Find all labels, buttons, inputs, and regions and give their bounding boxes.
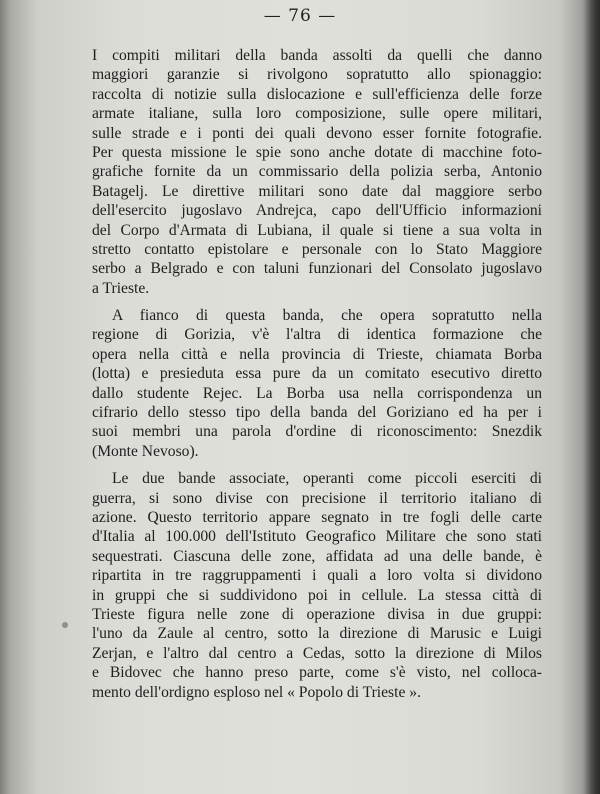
text-line: del Corpo d'Armata di Lubiana, il quale si tiene a sua volta in xyxy=(92,221,542,239)
text-line: serbo a Belgrado e con taluni funzionari del Consolato jugoslavo xyxy=(92,260,542,278)
text-line: Zerjan, e l'altro dal centro a Cedas, sotto la direzione di Milos xyxy=(92,644,542,662)
text-line: Batagelj. Le direttive militari sono date dal maggiore serbo xyxy=(92,182,542,200)
text-line: stretto contatto epistolare e personale con lo Stato Maggiore xyxy=(92,240,542,258)
text-line: sulle strade e i ponti dei quali devono esser fornite fotografie. xyxy=(92,124,542,142)
text-line: armate italiane, sulla loro composizione, sulle opere militari, xyxy=(92,105,542,123)
text-line: suoi membri una parola d'ordine di riconoscimento: Snezdik xyxy=(92,423,542,441)
text-line: guerra, si sono divise con precisione il territorio italiano di xyxy=(92,489,542,507)
text-line: cifrario dello stesso tipo della banda del Goriziano ed ha per i xyxy=(92,404,542,422)
paragraph xyxy=(92,469,542,702)
body-text xyxy=(92,46,542,710)
text-line: Le due bande associate, operanti come piccoli eserciti di xyxy=(112,470,542,488)
text-line: (lotta) e presieduta essa pure da un comitato esecutivo diretto xyxy=(92,365,542,383)
text-line: mento dell'ordigno esploso nel « Popolo di Trieste ». xyxy=(92,683,421,701)
ink-speck xyxy=(62,622,68,628)
text-line: maggiori garanzie si rivolgono sopratutto allo spionaggio: xyxy=(92,66,542,84)
text-line: sequestrati. Ciascuna delle zone, affidata ad una delle bande, è xyxy=(92,547,542,565)
text-line: Trieste figura nelle zone di operazione divisa in due gruppi: xyxy=(92,605,542,623)
page-number: — 76 — xyxy=(263,6,337,26)
text-line: e Bidovec che hanno preso parte, come s'è visto, nel colloca- xyxy=(92,664,542,682)
text-line: (Monte Nevoso). xyxy=(92,442,199,460)
text-line: ripartita in tre raggruppamenti i quali a loro volta si dividono xyxy=(92,567,542,585)
text-line: d'Italia al 100.000 dell'Istituto Geografico Militare che sono stati xyxy=(92,528,542,546)
text-line: raccolta di notizie sulla dislocazione e sull'efficienza delle forze xyxy=(92,85,542,103)
text-line: dell'esercito jugoslavo Andrejca, capo dell'Ufficio informazioni xyxy=(92,202,542,220)
text-line: dallo studente Rejec. La Borba usa nella corrispondenza un xyxy=(92,384,542,402)
text-line: regione di Gorizia, v'è l'altra di identica formazione che xyxy=(92,326,542,344)
text-line: a Trieste. xyxy=(92,279,150,297)
text-line: Per questa missione le spie sono anche dotate di macchine foto- xyxy=(92,143,542,161)
text-line: azione. Questo territorio appare segnato in tre fogli delle carte xyxy=(92,508,542,526)
text-line: A fianco di questa banda, che opera sopratutto nella xyxy=(112,307,542,325)
paragraph xyxy=(92,306,542,461)
text-line: I compiti militari della banda assolti da quelli che danno xyxy=(92,47,542,64)
text-line: in gruppi che si suddividono poi in cellule. La stessa città di xyxy=(92,586,542,604)
text-line: l'uno da Zaule al centro, sotto la direzione di Marusic e Luigi xyxy=(92,625,542,643)
text-line: grafiche fornite da un commissario della polizia serba, Antonio xyxy=(92,163,542,181)
paragraph xyxy=(92,46,542,298)
page-edge-shadow xyxy=(582,0,600,794)
text-line: opera nella città e nella provincia di Trieste, chiamata Borba xyxy=(92,345,542,363)
